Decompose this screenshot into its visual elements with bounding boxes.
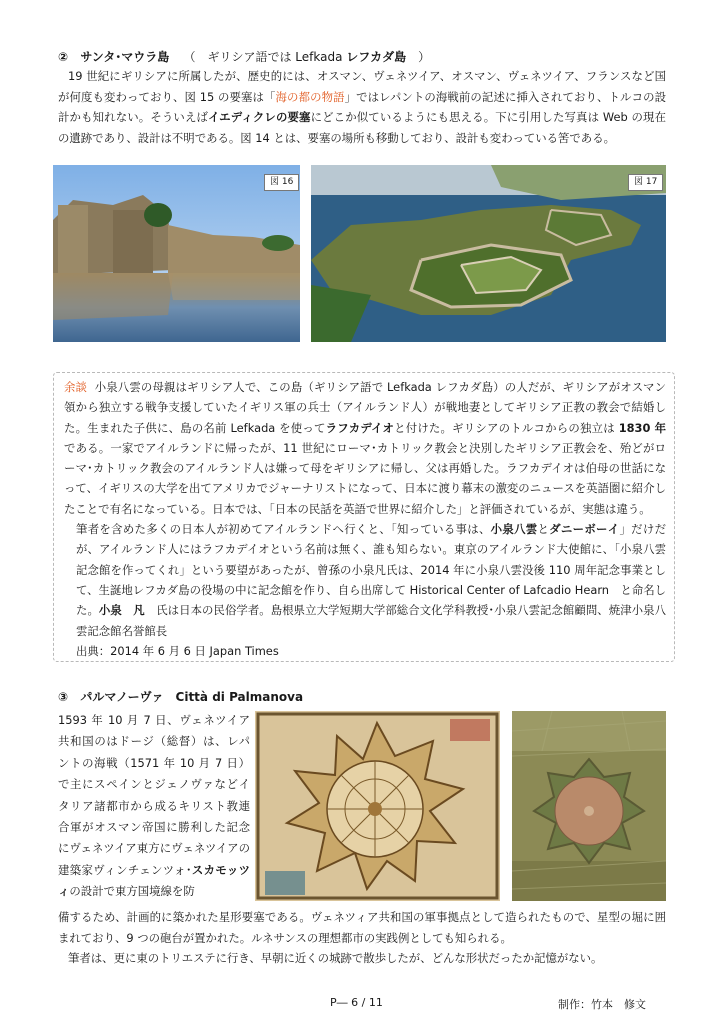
section3-last: 筆者は、更に東のトリエステに行き、早朝に近くの城跡で散歩したが、どんな形状だったか記憶がない。 <box>68 951 603 965</box>
page-number: P― 6 / 11 <box>330 996 383 1009</box>
section3-left-a: 1593 年 10 月 7 日、ヴェネツイア共和国のはドージ（総督）は、レパントの海戦（1571 年 10 月 7 日）で主にスペインとジェノヴァなどイタリア諸都市から成るキリスト教連合軍がオスマン帝国に勝利した記念にヴェネツイア東方にヴェネツイアの建築家ヴィンチェンツォ･ <box>58 713 250 877</box>
figure-16-label: 図 16 <box>264 174 299 191</box>
aside-p2-mid: と <box>537 522 550 537</box>
section2-paragraph <box>58 66 666 148</box>
figure-17-photo <box>311 165 666 342</box>
section2-title: サンタ･マウラ島 <box>80 50 170 64</box>
section2-bold: イエディクレの要塞 <box>208 110 311 125</box>
section3-bottom-text <box>58 907 666 948</box>
section3-title: パルマノーヴァ Città di Palmanova <box>80 690 304 704</box>
aside-tag: 余談 <box>64 380 88 394</box>
aside-p1-bold2: 1830 年 <box>618 420 666 435</box>
aside-p2-a: 筆者を含めた多くの日本人が初めてアイルランドへ行くと、「知っている事は、 <box>76 522 491 537</box>
aside-p2-bold1: 小泉八雲 <box>490 522 538 537</box>
section2-text-b: 」ではレパントの海戦前の記述に挿入されており、トルコの設計かも知れない。そういえば <box>58 89 666 125</box>
aside-p2-b: 」だけだが、アイルランド人にはラフカデイオという名前は無く、誰も知らない。東京のアイルランド大使館に、「小泉八雲記念館を作ってくれ」という要望があったが、曾孫の小泉凡氏は、2014 年に小泉八雲没後 110 周年記念事業として、生誕地レフカダ島の役場の中に記念館を作り、自ら出席して Historical Center of Lafcadio Hearn と命名した。 <box>76 522 666 618</box>
aside-paragraph-1 <box>64 377 666 519</box>
section3-number: ③ <box>58 690 69 704</box>
section2-text-a: 19 世紀にギリシアに所属したが、歴史的には、オスマン、ヴェネツイア、オスマン、ヴェネツイア、フランスなど国が何度も変わっており、図 15 の要塞は「 <box>58 69 666 104</box>
section3-last-paragraph <box>58 948 666 969</box>
star-fortress-map <box>255 711 500 901</box>
aside-p1-c: である。一家でアイルランドに帰ったが、11 世紀にローマ･カトリック教会と決別したギリシア正教会を、殆どがローマ･カトリック教会のアイルランド人は嫌って母をギリシアに帰し、父は再婚した。ラフカデイオは伯母の世話になって、イギリスの大学を出てアメリカでジャーナリストになって、日本に渡り幕末の激変のニュースを英語圏に紹介したことで有名になっている。日本では、「日本の民話を英語で世界に紹介した」と評価されているが、実態は違う。 <box>64 440 666 516</box>
section2-note-close: ） <box>406 50 431 64</box>
aside-p1-b: と付けた。ギリシアのトルコからの独立は <box>394 420 619 435</box>
section3-bottom: 備するため、計画的に築かれた星形要塞である。ヴェネツィア共和国の軍事拠点として造られたもので、星型の堀に囲まれており、9 つの砲台が置かれた。ルネサンスの理想都市の実践例としても知られる。 <box>58 910 666 945</box>
aerial-fortress-image <box>311 165 666 342</box>
section2-heading <box>58 48 430 65</box>
section3-left-b: の設計で東方国境線を防 <box>69 884 195 899</box>
aside-paragraph-2 <box>64 519 666 641</box>
section3-left-bold: スカモッツィ <box>58 862 250 899</box>
section2-text-c: にどこか似ているようにも思える。下に引用した写真は Web の現在の遺跡であり、設計は不明である。図 14 とは、要塞の場所も移動しており、設計も変わっている筈である。 <box>58 110 666 145</box>
section3-left-text <box>58 710 250 903</box>
section3-heading <box>58 688 303 705</box>
section2-note-bold: レフカダ島 <box>346 50 407 64</box>
aside-box <box>53 372 675 662</box>
section2-note-open: （ ギリシア語では Lefkada <box>183 50 347 64</box>
aside-p2-bold3: 小泉 凡 <box>98 603 145 618</box>
aside-source: 出典：2014 年 6 月 6 日 Japan Times <box>76 643 279 658</box>
fortress-wall-image <box>53 165 300 342</box>
palmanova-aerial-image <box>512 711 666 901</box>
section2-number: ② <box>58 50 69 64</box>
figure-16-photo <box>53 165 300 342</box>
section2-highlight: 海の都の物語 <box>275 89 345 104</box>
aside-p1-a: 小泉八雲の母親はギリシア人で、この島（ギリシア語で Lefkada レフカダ島）の人だが、ギリシアがオスマン領から独立する戦争支援していたイギリス軍の兵士（アイルランド人）が戦地妻としてギリシア正教の教会で結婚した。生まれた子供に、島の名前 Lefkada を使って <box>64 380 666 435</box>
section2-note <box>183 50 430 64</box>
figure-17-label: 図 17 <box>628 174 663 191</box>
palmanova-map-image <box>255 711 500 901</box>
aside-p2-c: 氏は日本の民俗学者。島根県立大学短期大学部総合文化学科教授･小泉八雲記念館顧問、焼津小泉八雲記念館名誉館長 <box>76 603 666 638</box>
aerial-town-image <box>512 711 666 901</box>
aside-p2-bold2: ダニーボーイ <box>549 522 620 537</box>
aside-p1-bold1: ラフカデイオ <box>325 420 395 435</box>
author-credit: 制作：竹本 修文 <box>558 998 646 1011</box>
